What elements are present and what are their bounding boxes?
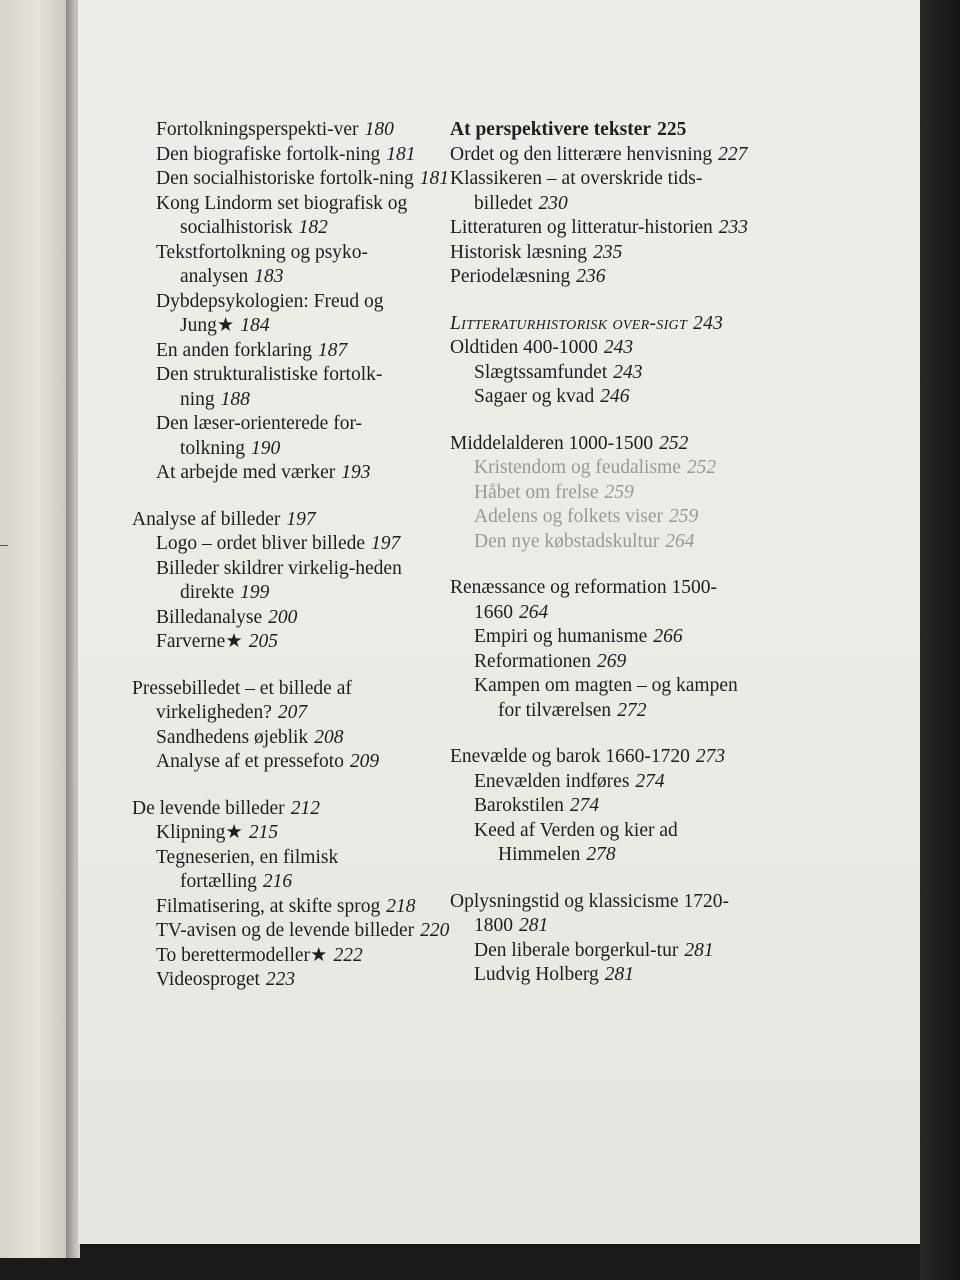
toc-entry-title: Kong Lindorm set biografisk og socialhistorisk [156, 192, 408, 238]
toc-entry-page-number: 207 [277, 702, 308, 723]
toc-entry-page-number: 266 [653, 626, 683, 647]
toc-entry-page-number: 182 [298, 217, 328, 238]
toc-entry [156, 290, 452, 339]
toc-entry-page-number: 180 [364, 119, 394, 140]
toc-entry-title: Oplysningstid og klassicisme 1720-1800 [450, 890, 729, 936]
toc-entry-title: Tekstfortolkning og psyko-analysen [156, 241, 369, 287]
toc-entry-page-number: 281 [684, 939, 714, 961]
toc-entry-title: Reformationen [474, 650, 591, 672]
toc-entry [156, 606, 452, 631]
toc-entry-page-number: 252 [659, 432, 689, 454]
toc-entry-page-number: 208 [314, 726, 344, 748]
toc-entry-title: Tegneserien, en filmisk fortælling [156, 846, 339, 892]
toc-entry [156, 167, 452, 192]
toc-section [132, 677, 452, 775]
toc-entry-page-number: 233 [718, 217, 749, 238]
toc-entry-title: Analyse af billeder [132, 508, 281, 530]
toc-entry-title: Farverne★ [156, 631, 243, 652]
toc-entry-page-number: 184 [240, 315, 270, 336]
toc-entry-title: Klassikeren – at overskride tids-billedet [450, 168, 703, 214]
toc-entry [156, 895, 452, 920]
toc-entry [474, 505, 760, 530]
toc-entry [450, 265, 760, 290]
toc-entry [156, 846, 452, 895]
toc-entry-page-number: 225 [657, 119, 687, 140]
toc-entry [474, 794, 760, 819]
toc-entry-page-number: 246 [600, 386, 630, 407]
toc-entry-title: Periodelæsning [450, 266, 571, 287]
toc-entry-page-number: 272 [617, 699, 647, 721]
toc-entry-page-number: 281 [519, 915, 549, 936]
toc-section [450, 890, 760, 988]
toc-entry-page-number: 273 [695, 746, 726, 767]
toc-entry [450, 312, 760, 337]
toc-entry [474, 456, 760, 481]
toc-entry-page-number: 188 [220, 388, 250, 410]
toc-entry [450, 432, 760, 457]
toc-entry [474, 674, 760, 723]
toc-entry [474, 481, 760, 506]
toc-entry-page-number: 243 [693, 312, 724, 334]
toc-entry [156, 919, 452, 944]
toc-entry [474, 819, 760, 868]
toc-entry-page-number: 252 [686, 457, 717, 478]
toc-entry-page-number: 187 [317, 339, 348, 361]
toc-entry-page-number: 197 [371, 533, 401, 554]
toc-entry-title: Adelens og folkets viser [474, 506, 664, 527]
toc-entry-title: Den socialhistoriske fortolk-ning [156, 168, 414, 189]
toc-section [132, 508, 452, 655]
toc-entry [450, 336, 760, 361]
toc-entry [156, 143, 452, 168]
toc-entry [156, 821, 452, 846]
toc-entry-title: Middelalderen 1000-1500 [450, 432, 654, 454]
toc-section [450, 576, 760, 723]
toc-entry-title: TV-avisen og de levende billeder [156, 920, 415, 941]
toc-entry-title: Den strukturalistiske fortolk-ning [156, 364, 383, 410]
left-page-mark [0, 545, 8, 546]
toc-entry-title: Analyse af et pressefoto [156, 751, 344, 772]
toc-entry-title: Empiri og humanisme [474, 626, 648, 647]
toc-entry [156, 363, 452, 412]
toc-entry-title: Den liberale borgerkul-tur [474, 939, 679, 961]
toc-entry-page-number: 183 [254, 266, 284, 287]
toc-entry [156, 118, 452, 143]
toc-entry [156, 412, 452, 461]
toc-entry-title: Dybdepsykologien: Freud og Jung★ [156, 290, 384, 336]
toc-entry [474, 385, 760, 410]
toc-entry [450, 745, 760, 770]
toc-entry-title: Billedanalyse [156, 606, 263, 628]
toc-entry-title: En anden forklaring [156, 339, 312, 361]
toc-entry [474, 770, 760, 795]
toc-entry-title: Historisk læsning [450, 241, 588, 263]
toc-entry-title: Fortolkningsperspekti-ver [156, 119, 359, 140]
toc-entry [474, 361, 760, 386]
toc-entry [156, 339, 452, 364]
toc-entry-title: Keed af Verden og kier ad Himmelen [474, 819, 678, 865]
toc-entry [450, 241, 760, 266]
toc-entry-title: Pressebilledet – et billede af virkeligheden? [132, 677, 352, 723]
toc-entry-page-number: 281 [604, 964, 635, 985]
toc-entry-page-number: 235 [593, 241, 623, 263]
toc-entry-page-number: 227 [718, 143, 748, 165]
toc-entry [450, 167, 760, 216]
toc-entry-page-number: 205 [248, 631, 279, 652]
toc-entry-title: Sandhedens øjeblik [156, 726, 309, 748]
toc-entry [450, 143, 760, 168]
toc-entry-page-number: 216 [262, 871, 293, 892]
toc-entry-page-number: 220 [420, 920, 450, 941]
toc-entry-page-number: 200 [268, 606, 298, 628]
toc-entry [474, 650, 760, 675]
toc-entry [156, 630, 452, 655]
toc-entry-page-number: 259 [669, 506, 699, 527]
toc-entry-title: Enevælden indføres [474, 770, 630, 792]
toc-right-column [450, 118, 760, 1010]
toc-entry [474, 963, 760, 988]
toc-entry [450, 576, 760, 625]
toc-entry-page-number: 243 [613, 361, 643, 383]
toc-entry [132, 797, 452, 822]
toc-entry [132, 508, 452, 533]
toc-entry [474, 939, 760, 964]
toc-entry-page-number: 218 [386, 895, 416, 917]
left-page-edge [0, 0, 68, 1258]
toc-entry-page-number: 199 [240, 582, 270, 603]
toc-entry-title: At arbejde med værker [156, 462, 336, 483]
toc-entry-title: Oldtiden 400-1000 [450, 337, 598, 358]
toc-entry-title: Videosproget [156, 969, 260, 990]
toc-entry-title: Slægtssamfundet [474, 361, 608, 383]
toc-entry-title: Logo – ordet bliver billede [156, 533, 366, 554]
toc-entry [156, 750, 452, 775]
toc-entry [156, 532, 452, 557]
toc-entry-page-number: 264 [665, 530, 695, 552]
toc-entry-page-number: 181 [419, 168, 450, 189]
toc-entry [156, 944, 452, 969]
toc-section [450, 745, 760, 868]
toc-entry [450, 216, 760, 241]
toc-entry-page-number: 215 [248, 822, 279, 843]
toc-entry-page-number: 190 [251, 437, 281, 459]
toc-entry [156, 192, 452, 241]
toc-entry-title: Renæssance og reformation 1500-1660 [450, 577, 717, 623]
toc-entry-page-number: 212 [290, 797, 320, 819]
toc-entry-page-number: 264 [519, 601, 549, 623]
toc-entry-title: Håbet om frelse [474, 481, 599, 503]
toc-entry-page-number: 243 [603, 337, 634, 358]
toc-entry-page-number: 193 [341, 462, 371, 483]
toc-entry [474, 530, 760, 555]
toc-entry [450, 890, 760, 939]
toc-section [132, 797, 452, 993]
toc-entry-page-number: 278 [586, 844, 616, 865]
toc-entry [450, 118, 760, 143]
toc-entry-page-number: 222 [333, 944, 363, 966]
toc-entry-title: Filmatisering, at skifte sprog [156, 895, 381, 917]
toc-entry-title: Ludvig Holberg [474, 964, 599, 985]
toc-entry-title: Enevælde og barok 1660-1720 [450, 746, 690, 767]
toc-entry [474, 625, 760, 650]
toc-entry-title: Litteraturhistorisk over-sigt [450, 312, 688, 334]
toc-section [450, 118, 760, 290]
toc-entry-title: Barokstilen [474, 795, 564, 816]
toc-entry-page-number: 269 [596, 650, 627, 672]
toc-entry-title: Ordet og den litterære henvisning [450, 143, 713, 165]
toc-entry-page-number: 197 [286, 508, 316, 530]
toc-entry-page-number: 209 [349, 751, 380, 772]
toc-entry [156, 241, 452, 290]
toc-entry-page-number: 230 [538, 192, 568, 214]
toc-entry [132, 677, 452, 726]
toc-entry-page-number: 259 [604, 481, 634, 503]
toc-entry-title: At perspektivere tekster [450, 119, 652, 140]
toc-entry-title: To berettermodeller★ [156, 944, 328, 966]
toc-entry-page-number: 223 [265, 969, 296, 990]
toc-entry-page-number: 181 [386, 143, 416, 165]
toc-section [450, 312, 760, 410]
toc-section [450, 432, 760, 555]
toc-entry-title: Kampen om magten – og kampen for tilværelsen [474, 675, 738, 721]
toc-section [132, 118, 452, 486]
toc-entry-page-number: 274 [635, 770, 665, 792]
toc-entry [156, 726, 452, 751]
toc-entry-title: Den nye købstadskultur [474, 530, 660, 552]
toc-entry-title: Klipning★ [156, 822, 243, 843]
dark-background [920, 0, 960, 1280]
toc-entry-title: Billeder skildrer virkelig-heden direkte [156, 557, 402, 603]
toc-entry-page-number: 236 [576, 266, 606, 287]
toc-entry [156, 461, 452, 486]
toc-entry-title: Den biografiske fortolk-ning [156, 143, 381, 165]
toc-entry-title: De levende billeder [132, 797, 285, 819]
toc-entry-title: Litteraturen og litteratur-historien [450, 217, 713, 238]
toc-entry-title: Sagaer og kvad [474, 386, 595, 407]
toc-entry-page-number: 274 [569, 795, 600, 816]
toc-entry [156, 968, 452, 993]
toc-entry-title: Den læser-orienterede for-tolkning [156, 413, 363, 459]
toc-left-column [132, 118, 452, 1015]
toc-entry [156, 557, 452, 606]
toc-entry-title: Kristendom og feudalisme [474, 457, 681, 478]
